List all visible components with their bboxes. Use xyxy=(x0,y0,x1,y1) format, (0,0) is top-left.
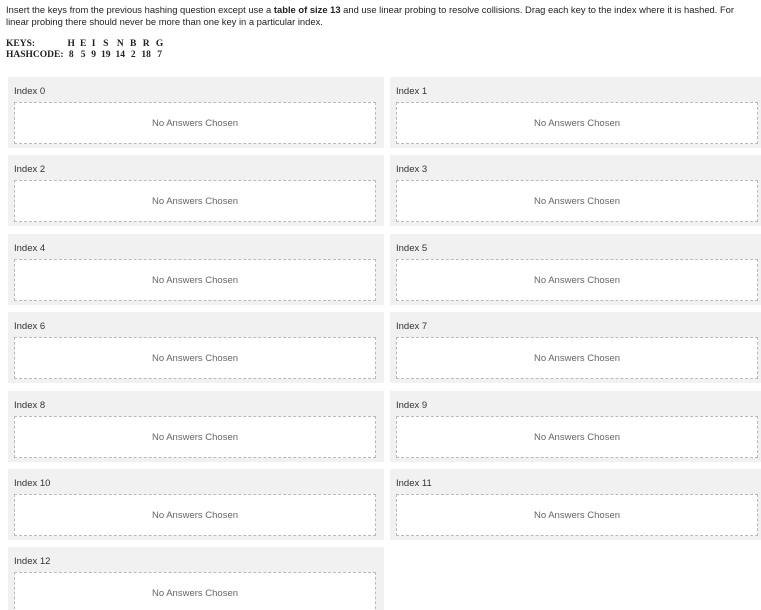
key-cell: S xyxy=(103,39,109,49)
hashcode-cell: 7 xyxy=(157,50,162,60)
drop-zone-index-6[interactable]: No Answers Chosen xyxy=(14,337,376,379)
index-cell-2 xyxy=(8,155,384,226)
hashcode-cell: 18 xyxy=(141,50,151,60)
index-label: Index 6 xyxy=(14,321,46,332)
index-label: Index 1 xyxy=(396,86,428,97)
index-label: Index 5 xyxy=(396,243,428,254)
hashcode-cell: 2 xyxy=(130,50,136,60)
instructions-bold: table of size 13 xyxy=(273,4,341,15)
index-cell-10 xyxy=(8,469,384,540)
key-cell: R xyxy=(142,39,150,49)
drop-zone-index-10[interactable]: No Answers Chosen xyxy=(14,494,376,536)
index-label: Index 11 xyxy=(396,478,432,489)
index-cell-0 xyxy=(8,77,384,148)
key-cell: H xyxy=(67,39,75,49)
index-cell-3 xyxy=(390,155,761,226)
keys-row xyxy=(6,39,168,50)
index-cell-1 xyxy=(390,77,761,148)
keys-hashcode-table xyxy=(6,39,168,61)
drop-zone-index-9[interactable]: No Answers Chosen xyxy=(396,416,758,458)
index-label: Index 7 xyxy=(396,321,428,332)
index-cell-5 xyxy=(390,234,761,305)
index-cell-9 xyxy=(390,391,761,462)
hashcode-cell: 8 xyxy=(68,50,74,60)
drop-zone-index-2[interactable]: No Answers Chosen xyxy=(14,180,376,222)
index-cell-4 xyxy=(8,234,384,305)
index-label: Index 2 xyxy=(14,164,46,175)
index-label: Index 10 xyxy=(14,478,51,489)
drop-zone-index-8[interactable]: No Answers Chosen xyxy=(14,416,376,458)
hashcode-cell: 19 xyxy=(101,50,111,60)
index-cell-8 xyxy=(8,391,384,462)
drop-zone-index-3[interactable]: No Answers Chosen xyxy=(396,180,758,222)
drop-zone-index-0[interactable]: No Answers Chosen xyxy=(14,102,376,144)
key-cell: I xyxy=(91,39,96,49)
hashcode-cell: 14 xyxy=(115,50,126,60)
key-cell: E xyxy=(79,39,87,49)
index-label: Index 9 xyxy=(396,400,428,411)
hashcode-label: HASHCODE: xyxy=(6,50,64,60)
keys-label: KEYS: xyxy=(6,39,36,49)
drop-zone-index-12[interactable]: No Answers Chosen xyxy=(14,572,376,610)
drop-zone-index-7[interactable]: No Answers Chosen xyxy=(396,337,758,379)
index-cell-12 xyxy=(8,547,384,610)
key-cell: G xyxy=(155,39,164,49)
index-label: Index 12 xyxy=(14,556,51,567)
index-label: Index 0 xyxy=(14,86,46,97)
hashcode-row xyxy=(6,50,168,61)
hashcode-cell: 9 xyxy=(91,50,97,60)
question-instructions xyxy=(6,4,758,28)
index-cell-7 xyxy=(390,312,761,383)
drop-zone-index-4[interactable]: No Answers Chosen xyxy=(14,259,376,301)
drop-zone-index-1[interactable]: No Answers Chosen xyxy=(396,102,758,144)
index-label: Index 8 xyxy=(14,400,46,411)
index-label: Index 4 xyxy=(14,243,46,254)
hashcode-cell: 5 xyxy=(80,50,86,60)
instructions-text-1: Insert the keys from the previous hashing question except use a xyxy=(6,4,274,15)
index-cell-11 xyxy=(390,469,761,540)
drop-zone-index-11[interactable]: No Answers Chosen xyxy=(396,494,758,536)
key-cell: B xyxy=(130,39,137,49)
drop-zone-index-5[interactable]: No Answers Chosen xyxy=(396,259,758,301)
key-cell: N xyxy=(116,39,124,49)
index-label: Index 3 xyxy=(396,164,428,175)
index-cell-6 xyxy=(8,312,384,383)
instructions-text-2: and use linear probing to resolve collisions. Drag each key to the index where it is hashed. For linear probing there should never be more than one key in a particular index. xyxy=(6,4,735,27)
